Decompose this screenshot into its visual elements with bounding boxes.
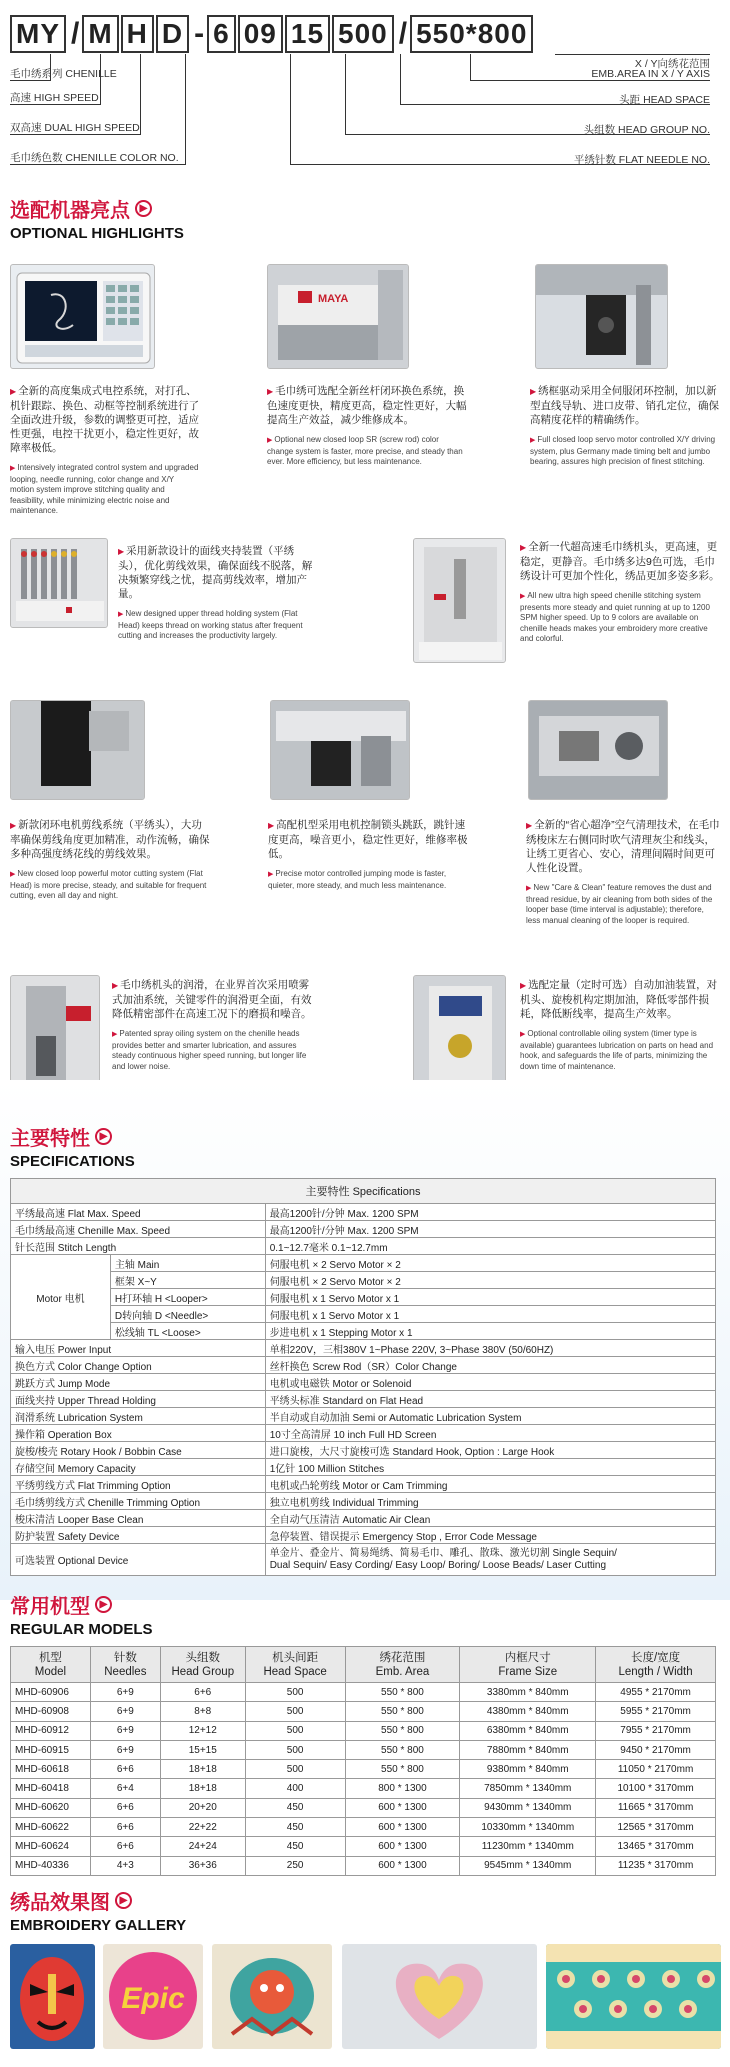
table-cell: 450 bbox=[245, 1798, 345, 1817]
model-code bbox=[10, 14, 535, 54]
table-cell: MHD-60908 bbox=[11, 1702, 91, 1721]
gallery-image-lion bbox=[212, 1944, 332, 2049]
table-cell: 24+24 bbox=[160, 1837, 245, 1856]
table-cell: 6+6 bbox=[160, 1683, 245, 1702]
spec-value: 0.1~12.7毫米 0.1~12.7mm bbox=[265, 1238, 715, 1255]
table-cell: 6+6 bbox=[90, 1760, 160, 1779]
arrow-circle-icon: ▶ bbox=[95, 1128, 112, 1145]
spec-table-title: 主要特性 Specifications bbox=[11, 1179, 716, 1204]
table-cell: 10330mm * 1340mm bbox=[460, 1818, 596, 1837]
table-cell: 22+22 bbox=[160, 1818, 245, 1837]
gallery-image-epic bbox=[103, 1944, 203, 2049]
spec-value: 半自动或自动加油 Semi or Automatic Lubrication System bbox=[265, 1408, 715, 1425]
code-500: 500 bbox=[332, 15, 394, 53]
spec-label: 旋梭/梭壳 Rotary Hook / Bobbin Case bbox=[11, 1442, 266, 1459]
feature-1-cn: ▶ 全新的高度集成式电控系统，对打孔、机针跟踪、换色、动框等控制系统进行了全面改进升级，参数的调整更可控，适应性更强，电控干扰更小，稳定性更好，故障率极低。 bbox=[10, 384, 200, 455]
code-area: 550*800 bbox=[410, 15, 533, 53]
table-cell: 7880mm * 840mm bbox=[460, 1740, 596, 1759]
table-cell: 400 bbox=[245, 1779, 345, 1798]
models-header-row bbox=[11, 1647, 716, 1683]
models-header-cell: 长度/宽度 Length / Width bbox=[596, 1647, 716, 1683]
table-cell: 5955 * 2170mm bbox=[596, 1702, 716, 1721]
table-row bbox=[11, 1721, 716, 1740]
regular-models-table bbox=[10, 1646, 716, 1876]
trimming-motor-photo bbox=[10, 700, 145, 800]
spec-value: 最高1200针/分钟 Max. 1200 SPM bbox=[265, 1204, 715, 1221]
label-high-speed: 高速 HIGH SPEED bbox=[10, 92, 99, 104]
gallery-epic-text: Epic bbox=[121, 1982, 185, 2015]
feature-7-cn: ▶ 高配机型采用电机控制锁头跳跃，跳针速度更高，噪音更小，稳定性更好，维修率极低。 bbox=[268, 818, 468, 861]
table-cell: 250 bbox=[245, 1856, 345, 1875]
arrow-circle-icon: ▶ bbox=[135, 200, 152, 217]
feature-4-cn: ▶ 采用新款设计的面线夹持装置（平绣头），优化剪线效果，确保面线不脱落，解决频繁穿线之忧，提高剪线效率，增加产量。 bbox=[118, 544, 313, 601]
feature-6 bbox=[10, 818, 210, 902]
spec-label: 平绣最高速 Flat Max. Speed bbox=[11, 1204, 266, 1221]
feature-5-cn: ▶ 全新一代超高速毛巾绣机头，更高速，更稳定，更静音。毛巾绣多达9色可选，毛巾绣设计可更加个性化，绣品更加多姿多彩。 bbox=[520, 540, 720, 583]
table-cell: 11665 * 3170mm bbox=[596, 1798, 716, 1817]
table-cell: MHD-60418 bbox=[11, 1779, 91, 1798]
regular-models-header bbox=[10, 1590, 153, 1638]
gallery-title-en: EMBROIDERY GALLERY bbox=[10, 1917, 187, 1934]
label-head-group: 头组数 HEAD GROUP NO. bbox=[583, 124, 710, 136]
table-cell: 550 * 800 bbox=[345, 1740, 460, 1759]
flat-head-photo bbox=[10, 538, 108, 628]
table-cell: 450 bbox=[245, 1818, 345, 1837]
table-cell: 18+18 bbox=[160, 1779, 245, 1798]
gallery-image-pattern bbox=[546, 1944, 721, 2049]
table-cell: 36+36 bbox=[160, 1856, 245, 1875]
table-row bbox=[11, 1683, 716, 1702]
table-cell: 9545mm * 1340mm bbox=[460, 1856, 596, 1875]
table-cell: 7850mm * 1340mm bbox=[460, 1779, 596, 1798]
table-row bbox=[11, 1837, 716, 1856]
spec-value: 电机或凸轮剪线 Motor or Cam Trimming bbox=[265, 1476, 715, 1493]
code-h: H bbox=[121, 15, 154, 53]
spec-label: 针长范围 Stitch Length bbox=[11, 1238, 266, 1255]
table-cell: MHD-60620 bbox=[11, 1798, 91, 1817]
spec-label: 换色方式 Color Change Option bbox=[11, 1357, 266, 1374]
control-panel-photo bbox=[10, 264, 155, 369]
table-cell: MHD-60915 bbox=[11, 1740, 91, 1759]
feature-3-cn: ▶ 绣框驱动采用全伺服闭环控制，加以新型直线导轨、进口皮带、销孔定位，确保高精度花样的精确绣作。 bbox=[530, 384, 720, 427]
table-cell: 600 * 1300 bbox=[345, 1798, 460, 1817]
spec-label: D转向轴 D <Needle> bbox=[110, 1306, 265, 1323]
spec-label: 框架 X~Y bbox=[110, 1272, 265, 1289]
table-cell: MHD-60912 bbox=[11, 1721, 91, 1740]
table-cell: MHD-40336 bbox=[11, 1856, 91, 1875]
feature-10-cn: ▶ 选配定量（定时可选）自动加油装置，对机头、旋梭机构定期加油，降低零部件损耗，降低断线率，提高生产效率。 bbox=[520, 978, 720, 1021]
feature-7 bbox=[268, 818, 468, 891]
code-15: 15 bbox=[285, 15, 330, 53]
table-cell: 11050 * 2170mm bbox=[596, 1760, 716, 1779]
models-header-cell: 绣花范围 Emb. Area bbox=[345, 1647, 460, 1683]
optional-highlights-title-en: OPTIONAL HIGHLIGHTS bbox=[10, 225, 184, 242]
table-cell: 11230mm * 1340mm bbox=[460, 1837, 596, 1856]
table-cell: 500 bbox=[245, 1683, 345, 1702]
air-clean-photo bbox=[528, 700, 668, 800]
gallery-title-cn: 绣品效果图 bbox=[10, 1892, 110, 1914]
table-cell: 800 * 1300 bbox=[345, 1779, 460, 1798]
code-m: M bbox=[82, 15, 118, 53]
table-cell: 500 bbox=[245, 1702, 345, 1721]
code-my: MY bbox=[10, 15, 66, 53]
table-cell: 18+18 bbox=[160, 1760, 245, 1779]
models-header-cell: 针数 Needles bbox=[90, 1647, 160, 1683]
spec-label: 毛巾绣最高速 Chenille Max. Speed bbox=[11, 1221, 266, 1238]
table-row bbox=[11, 1779, 716, 1798]
table-cell: 4+3 bbox=[90, 1856, 160, 1875]
table-cell: 13465 * 3170mm bbox=[596, 1837, 716, 1856]
feature-10-en: ▶ Optional controllable oiling system (timer type is available) guarantees lubrication on parts on head and hook, and safeguards the life of parts, minimizing the down time of maintenance. bbox=[520, 1029, 720, 1072]
spec-value: 伺服电机 x 1 Servo Motor x 1 bbox=[265, 1289, 715, 1306]
jump-motor-photo bbox=[270, 700, 410, 800]
table-cell: 3380mm * 840mm bbox=[460, 1683, 596, 1702]
label-flat-needle: 平绣针数 FLAT NEEDLE NO. bbox=[573, 154, 710, 166]
spec-label: 梭床清洁 Looper Base Clean bbox=[11, 1510, 266, 1527]
code-6: 6 bbox=[207, 15, 236, 53]
models-header-cell: 机头间距 Head Space bbox=[245, 1647, 345, 1683]
spec-value: 平绣头标准 Standard on Flat Head bbox=[265, 1391, 715, 1408]
spec-label: 毛巾绣剪线方式 Chenille Trimming Option bbox=[11, 1493, 266, 1510]
spec-label: 操作箱 Operation Box bbox=[11, 1425, 266, 1442]
table-cell: 6+6 bbox=[90, 1837, 160, 1856]
spec-label: 可选装置 Optional Device bbox=[11, 1544, 266, 1576]
label-emb-area-cn: X / Y向绣花范围 bbox=[634, 58, 710, 70]
table-cell: 500 bbox=[245, 1721, 345, 1740]
label-dual-high-speed: 双高速 DUAL HIGH SPEED bbox=[10, 122, 140, 134]
motor-label: Motor 电机 bbox=[11, 1255, 111, 1340]
table-cell: 600 * 1300 bbox=[345, 1837, 460, 1856]
feature-3 bbox=[530, 384, 720, 468]
gallery-header bbox=[10, 1886, 186, 1934]
spec-value: 独立电机剪线 Individual Trimming bbox=[265, 1493, 715, 1510]
spec-value: 急停装置、错误提示 Emergency Stop , Error Code Message bbox=[265, 1527, 715, 1544]
spec-value: 全自动气压清洁 Automatic Air Clean bbox=[265, 1510, 715, 1527]
feature-1-en: ▶ Intensively integrated control system and upgraded looping, needle running, color change and X/Y motion system improve stitching quality and feasibility, while minimizing electric noise and maintenance. bbox=[10, 463, 200, 517]
spec-value: 10寸全高清屏 10 inch Full HD Screen bbox=[265, 1425, 715, 1442]
table-cell: 7955 * 2170mm bbox=[596, 1721, 716, 1740]
table-cell: 550 * 800 bbox=[345, 1721, 460, 1740]
spec-label: H打环轴 H <Looper> bbox=[110, 1289, 265, 1306]
regular-models-title-cn: 常用机型 bbox=[10, 1596, 90, 1618]
spec-value: 丝杆换色 Screw Rod（SR）Color Change bbox=[265, 1357, 715, 1374]
table-cell: 6380mm * 840mm bbox=[460, 1721, 596, 1740]
table-cell: 6+9 bbox=[90, 1740, 160, 1759]
spec-value: 伺服电机 × 2 Servo Motor × 2 bbox=[265, 1272, 715, 1289]
feature-6-cn: ▶ 新款闭环电机剪线系统（平绣头），大功率确保剪线角度更加精准，动作流畅，确保多种高强度绣花线的剪线效果。 bbox=[10, 818, 210, 861]
feature-6-en: ▶ New closed loop powerful motor cutting system (Flat Head) is more precise, steady, and suitable for frequent cutting, even all day and night. bbox=[10, 869, 210, 902]
spec-value: 最高1200针/分钟 Max. 1200 SPM bbox=[265, 1221, 715, 1238]
table-cell: MHD-60624 bbox=[11, 1837, 91, 1856]
table-cell: MHD-60622 bbox=[11, 1818, 91, 1837]
code-sep2: / bbox=[398, 17, 408, 50]
specifications-title-en: SPECIFICATIONS bbox=[10, 1153, 135, 1170]
table-cell: 6+9 bbox=[90, 1683, 160, 1702]
feature-1 bbox=[10, 384, 200, 517]
models-header-cell: 头组数 Head Group bbox=[160, 1647, 245, 1683]
code-sep: / bbox=[71, 17, 80, 50]
feature-5 bbox=[520, 540, 720, 645]
feature-8-en: ▶ New "Care & Clean" feature removes the dust and thread residue, by air cleaning from both sides of the looper base (time interval is adjustable); therefore, less manual cleaning of the looper is required. bbox=[526, 883, 720, 926]
xy-frame-drive-photo bbox=[535, 264, 668, 369]
table-cell: 600 * 1300 bbox=[345, 1818, 460, 1837]
spec-value: 伺服电机 x 1 Servo Motor x 1 bbox=[265, 1306, 715, 1323]
feature-2-en: ▶ Optional new closed loop SR (screw rod) color change system is faster, more precise, and steady than ever. More efficiency, but less maintenance. bbox=[267, 435, 467, 468]
models-header-cell: 机型 Model bbox=[11, 1647, 91, 1683]
optional-highlights-title-cn: 选配机器亮点 bbox=[10, 200, 130, 222]
feature-9-en: ▶ Patented spray oiling system on the chenille heads provides better and smarter lubrication, and assures steady continuous higher speed running, but longer life and lower noise. bbox=[112, 1029, 317, 1072]
spec-label: 存储空间 Memory Capacity bbox=[11, 1459, 266, 1476]
code-09: 09 bbox=[238, 15, 283, 53]
spec-value: 步进电机 x 1 Stepping Motor x 1 bbox=[265, 1323, 715, 1340]
table-cell: 6+9 bbox=[90, 1721, 160, 1740]
code-dash: - bbox=[194, 17, 205, 50]
table-cell: 6+6 bbox=[90, 1798, 160, 1817]
spec-label: 跳跃方式 Jump Mode bbox=[11, 1374, 266, 1391]
feature-3-en: ▶ Full closed loop servo motor controlled X/Y driving system, plus Germany made timing belt and jumbo bearing, assures high precision of finest stitching. bbox=[530, 435, 720, 468]
table-cell: 6+4 bbox=[90, 1779, 160, 1798]
table-cell: 10100 * 3170mm bbox=[596, 1779, 716, 1798]
table-cell: 6+6 bbox=[90, 1818, 160, 1837]
table-cell: 4380mm * 840mm bbox=[460, 1702, 596, 1721]
table-cell: MHD-60618 bbox=[11, 1760, 91, 1779]
spec-value: 单相220V，三相380V 1~Phase 220V, 3~Phase 380V (50/60HZ) bbox=[265, 1340, 715, 1357]
spec-label: 平绣剪线方式 Flat Trimming Option bbox=[11, 1476, 266, 1493]
feature-2-cn: ▶ 毛巾绣可选配全新丝杆闭环换色系统，换色速度更快，精度更高，稳定性更好，大幅提高生产效益，减少维修成本。 bbox=[267, 384, 467, 427]
gallery-image-mask bbox=[10, 1944, 95, 2049]
table-cell: 450 bbox=[245, 1837, 345, 1856]
table-cell: 8+8 bbox=[160, 1702, 245, 1721]
feature-4-en: ▶ New designed upper thread holding system (Flat Head) keeps thread on working status after frequent cutting and increases the productivity largely. bbox=[118, 609, 313, 642]
table-cell: 11235 * 3170mm bbox=[596, 1856, 716, 1875]
table-row bbox=[11, 1818, 716, 1837]
table-cell: 20+20 bbox=[160, 1798, 245, 1817]
table-row bbox=[11, 1798, 716, 1817]
spec-value: 1亿针 100 Million Stitches bbox=[265, 1459, 715, 1476]
table-cell: 12+12 bbox=[160, 1721, 245, 1740]
specifications-title-cn: 主要特性 bbox=[10, 1128, 90, 1150]
spec-label: 防护装置 Safety Device bbox=[11, 1527, 266, 1544]
table-cell: 9450 * 2170mm bbox=[596, 1740, 716, 1759]
table-cell: 15+15 bbox=[160, 1740, 245, 1759]
spec-label: 主轴 Main bbox=[110, 1255, 265, 1272]
feature-2 bbox=[267, 384, 467, 468]
feature-9-cn: ▶ 毛巾绣机头的润滑，在业界首次采用喷雾式加油系统，关键零件的润滑更全面，有效降低精密部件在高速工况下的磨损和噪音。 bbox=[112, 978, 317, 1021]
table-row bbox=[11, 1702, 716, 1721]
code-d: D bbox=[156, 15, 189, 53]
color-change-photo bbox=[267, 264, 409, 369]
specifications-table bbox=[10, 1178, 716, 1576]
table-cell: 6+9 bbox=[90, 1702, 160, 1721]
table-cell: 9430mm * 1340mm bbox=[460, 1798, 596, 1817]
table-row bbox=[11, 1740, 716, 1759]
table-cell: 500 bbox=[245, 1760, 345, 1779]
brand-logo-text: MAYA bbox=[318, 293, 349, 305]
table-cell: 12565 * 3170mm bbox=[596, 1818, 716, 1837]
optional-highlights-header bbox=[10, 194, 184, 242]
spec-label: 润滑系统 Lubrication System bbox=[11, 1408, 266, 1425]
chenille-head-photo bbox=[413, 538, 506, 663]
feature-10 bbox=[520, 978, 720, 1072]
feature-8 bbox=[526, 818, 720, 926]
table-cell: 600 * 1300 bbox=[345, 1856, 460, 1875]
table-cell: MHD-60906 bbox=[11, 1683, 91, 1702]
arrow-circle-icon: ▶ bbox=[115, 1892, 132, 1909]
spec-label: 输入电压 Power Input bbox=[11, 1340, 266, 1357]
label-chenille-series: 毛巾绣系列 CHENILLE bbox=[10, 68, 117, 80]
label-emb-area-en: EMB.AREA IN X / Y AXIS bbox=[591, 68, 710, 80]
feature-9 bbox=[112, 978, 317, 1072]
feature-5-en: ▶ All new ultra high speed chenille stitching system presents more steady and quiet running at up to 1200 SPM higher speed. Up to 9 colors are available on chenille heads makes your embroidery more creative and colorful. bbox=[520, 591, 720, 645]
table-row bbox=[11, 1760, 716, 1779]
label-head-space: 头距 HEAD SPACE bbox=[619, 94, 710, 106]
table-cell: 550 * 800 bbox=[345, 1702, 460, 1721]
spec-label: 松线轴 TL <Loose> bbox=[110, 1323, 265, 1340]
table-row bbox=[11, 1856, 716, 1875]
spec-label: 面线夹持 Upper Thread Holding bbox=[11, 1391, 266, 1408]
table-cell: 9380mm * 840mm bbox=[460, 1760, 596, 1779]
spec-value-optional-device: 单金片、叠金片、简易绳绣、简易毛巾、雕孔、散珠、激光切割 Single Sequin/ Dual Sequin/ Easy Cording/ Easy Loop/ Boring/ Loose Beads/ Laser Cutting bbox=[265, 1544, 715, 1576]
feature-7-en: ▶ Precise motor controlled jumping mode is faster, quieter, more steady, and much less maintenance. bbox=[268, 869, 468, 891]
gallery-image-heart bbox=[342, 1944, 537, 2049]
spec-value: 伺服电机 × 2 Servo Motor × 2 bbox=[265, 1255, 715, 1272]
table-cell: 500 bbox=[245, 1740, 345, 1759]
spec-value: 电机或电磁铁 Motor or Solenoid bbox=[265, 1374, 715, 1391]
table-cell: 550 * 800 bbox=[345, 1760, 460, 1779]
table-cell: 550 * 800 bbox=[345, 1683, 460, 1702]
specifications-header bbox=[10, 1122, 135, 1170]
models-header-cell: 内框尺寸 Frame Size bbox=[460, 1647, 596, 1683]
feature-8-cn: ▶ 全新的“省心超净”空气清理技术，在毛巾绣梭床左右侧同时吹气清理灰尘和线头，让绣工更省心、安心，清理间隔时间更可人性化设置。 bbox=[526, 818, 720, 875]
table-cell: 4955 * 2170mm bbox=[596, 1683, 716, 1702]
arrow-circle-icon: ▶ bbox=[95, 1596, 112, 1613]
feature-4 bbox=[118, 544, 313, 642]
spec-value: 进口旋梭，大尺寸旋梭可选 Standard Hook, Option : Large Hook bbox=[265, 1442, 715, 1459]
regular-models-title-en: REGULAR MODELS bbox=[10, 1621, 153, 1638]
label-color-no: 毛巾绣色数 CHENILLE COLOR NO. bbox=[10, 152, 179, 164]
